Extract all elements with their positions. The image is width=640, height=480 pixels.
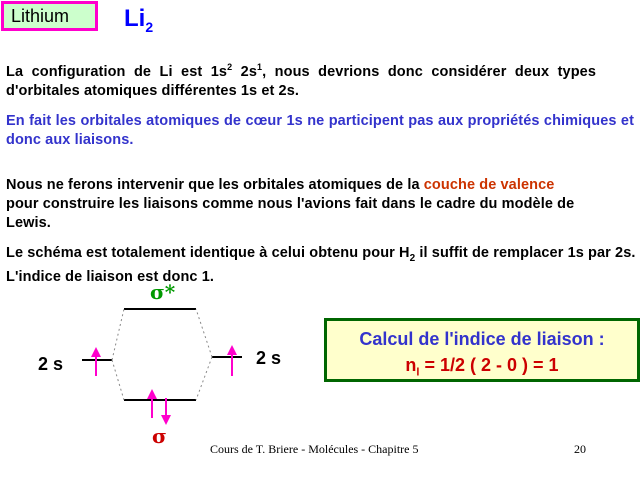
p4-text-before: Le schéma est totalement identique à celui obtenu pour H: [6, 245, 410, 261]
p3-text-before: Nous ne ferons intervenir que les orbitales atomiques de la: [6, 177, 424, 193]
p4-text-after: il suffit de remplacer 1s par 2s. L'indice de liaison est donc 1.: [6, 245, 636, 285]
page-number: 20: [574, 442, 586, 456]
sigma-label: σ: [152, 424, 167, 448]
paragraph-core-orbitals: En fait les orbitales atomiques de cœur 1s ne participent pas aux propriétés chimiques et donc aux liaisons.: [6, 113, 634, 148]
p1-text-2: 2s: [232, 63, 257, 80]
formula-rest: = 1/2 ( 2 - 0 ) = 1: [419, 355, 559, 375]
right-2s-label: 2 s: [256, 348, 282, 368]
p4-subscript: 2: [409, 252, 416, 264]
left-2s-label: 2 s: [38, 354, 64, 374]
p1-sup-1: 2: [227, 62, 233, 72]
formula-subscript: l: [416, 366, 420, 379]
p1-sup-2: 1: [256, 62, 263, 72]
sigma-star-label: σ*: [150, 280, 176, 304]
p1-text-1: La configuration de Li est 1s: [6, 63, 228, 80]
p3-text-after: pour construire les liaisons comme nous l'avions fait dans le cadre du modèle de Lewis.: [6, 196, 575, 231]
footer-text: Cours de T. Briere - Molécules - Chapitre 5: [210, 442, 419, 456]
section-tag-label: Lithium: [11, 6, 70, 26]
bond-order-title: Calcul de l'indice de liaison :: [359, 329, 605, 349]
correlation-lines: [112, 309, 212, 400]
title-subscript: 2: [145, 18, 154, 35]
formula-n: n: [405, 355, 417, 375]
valence-highlight: couche de valence: [423, 177, 555, 193]
p1-text-3: , nous devrions donc considérer deux types d'orbitales atomiques différentes 1s et 2s.: [6, 63, 596, 99]
title-main: Li: [124, 5, 146, 32]
bond-order-box: [324, 318, 640, 382]
bond-order-formula: [327, 352, 637, 386]
